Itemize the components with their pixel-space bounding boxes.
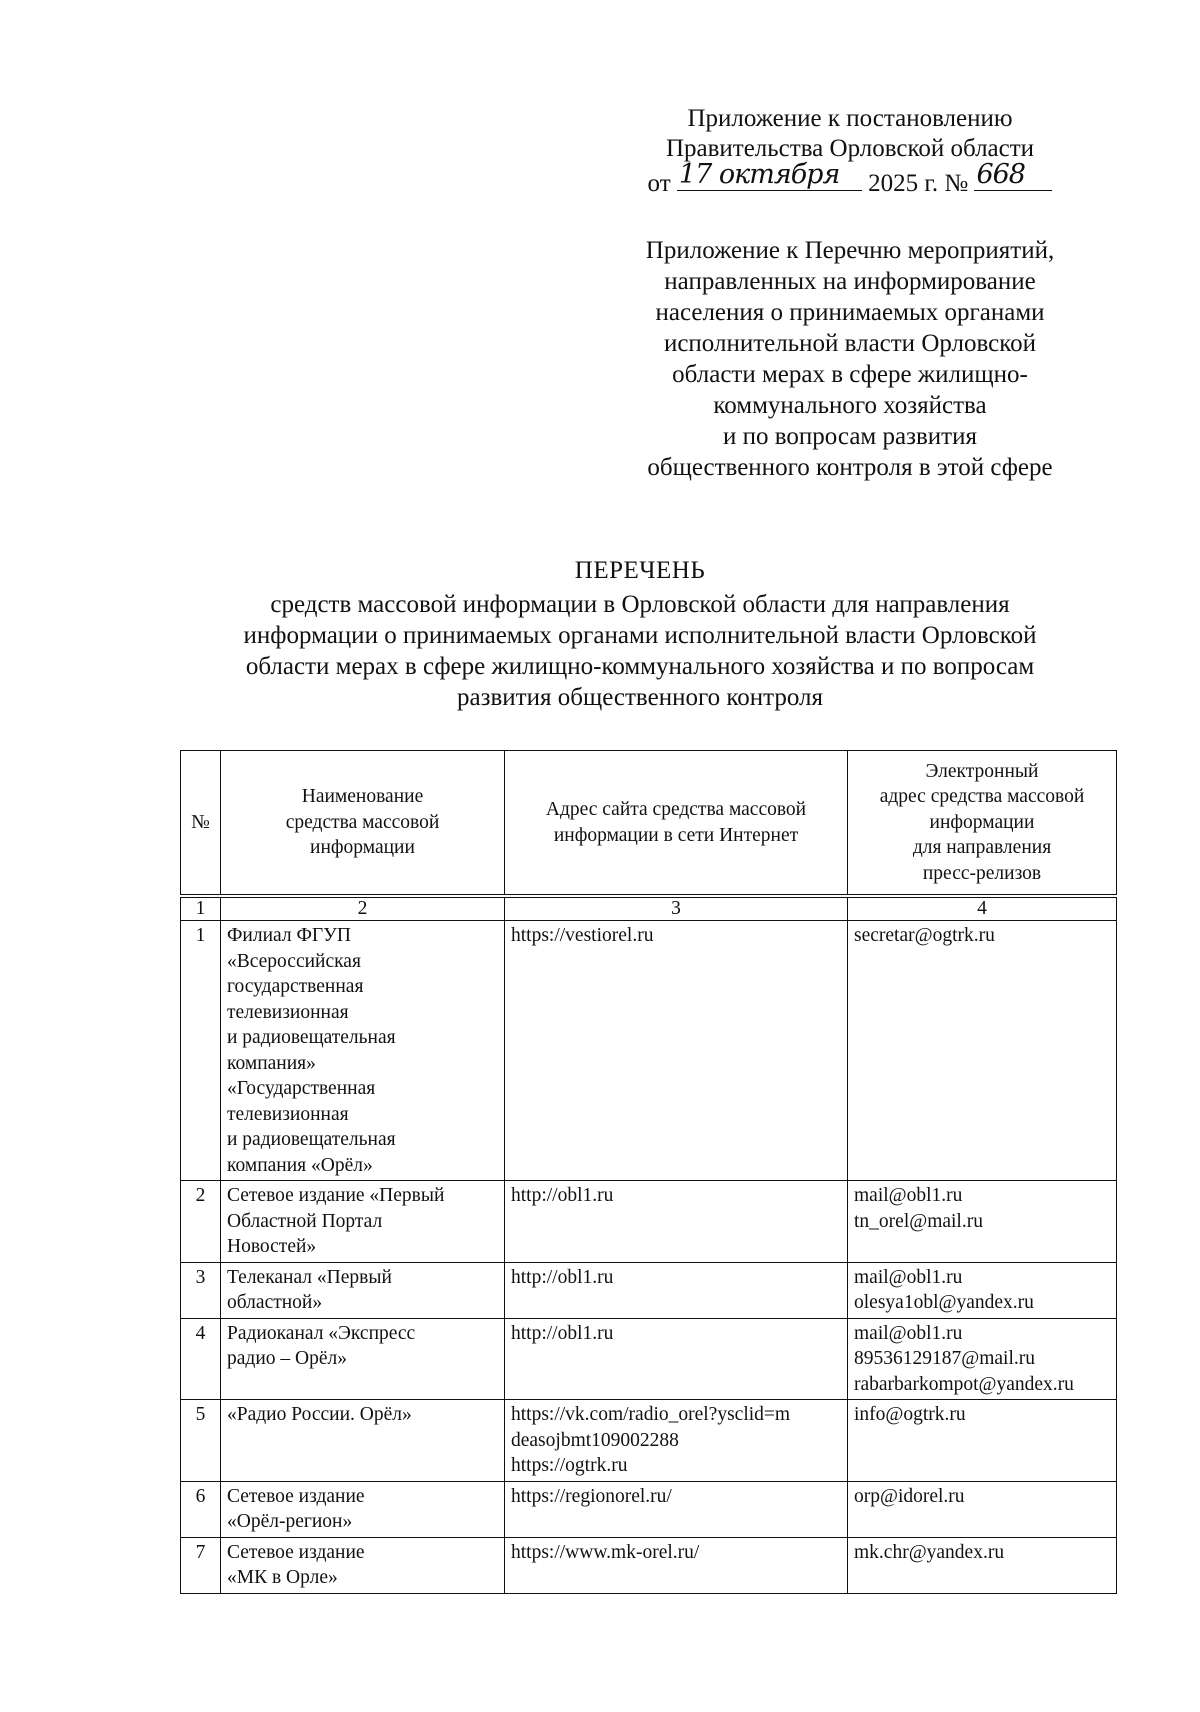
row-num: 1 <box>181 921 221 1181</box>
row-name: Филиал ФГУП «Всероссийская государственная телевизионная и радиовещательная компания» «Государственная телевизионная и радиовещательная компания «Орёл» <box>221 921 505 1181</box>
table-row <box>181 1181 1117 1263</box>
header-name: Наименование средства массовой информации <box>221 751 505 897</box>
annex-line: населения о принимаемых органами <box>655 299 1045 326</box>
colnum: 3 <box>505 896 848 921</box>
row-email: info@ogtrk.ru <box>848 1400 1117 1482</box>
media-table <box>180 750 1117 1594</box>
header-site: Адрес сайта средства массовой информации в сети Интернет <box>505 751 848 897</box>
colnum: 1 <box>181 896 221 921</box>
table-row <box>181 1481 1117 1537</box>
annex-line: исполнительной власти Орловской <box>663 330 1037 357</box>
row-name: Сетевое издание «МК в Орле» <box>221 1537 505 1593</box>
table-row <box>181 1400 1117 1482</box>
number-field <box>974 159 1052 191</box>
row-site: http://obl1.ru <box>505 1262 848 1318</box>
annex-line: коммунального хозяйства <box>713 392 987 419</box>
annex-block <box>600 235 1100 483</box>
header-num: № <box>181 751 221 897</box>
row-name: Телеканал «Первый областной» <box>221 1262 505 1318</box>
row-email: mail@obl1.ru 89536129187@mail.ru rabarbarkompot@yandex.ru <box>848 1318 1117 1400</box>
row-site: https://vestiorel.ru <box>505 921 848 1181</box>
row-num: 6 <box>181 1481 221 1537</box>
row-email: orp@idorel.ru <box>848 1481 1117 1537</box>
title-line: области мерах в сфере жилищно-коммунального хозяйства и по вопросам <box>245 653 1035 680</box>
handwritten-date: 17 октября <box>678 159 840 190</box>
row-site: https://www.mk-orel.ru/ <box>505 1537 848 1593</box>
row-site: http://obl1.ru <box>505 1318 848 1400</box>
title-line: средств массовой информации в Орловской области для направления <box>270 591 1010 618</box>
row-num: 3 <box>181 1262 221 1318</box>
row-email: secretar@ogtrk.ru <box>848 921 1117 1181</box>
row-site: https://regionorel.ru/ <box>505 1481 848 1537</box>
annex-line: области мерах в сфере жилищно- <box>672 361 1028 388</box>
annex-line: общественного контроля в этой сфере <box>647 454 1053 481</box>
title-line: развития общественного контроля <box>457 684 823 711</box>
colnum: 2 <box>221 896 505 921</box>
row-name: Сетевое издание «Первый Областной Портал Новостей» <box>221 1181 505 1263</box>
table-row <box>181 1537 1117 1593</box>
approval-date-line <box>600 159 1100 199</box>
row-email: mk.chr@yandex.ru <box>848 1537 1117 1593</box>
row-name: Сетевое издание «Орёл-регион» <box>221 1481 505 1537</box>
row-email: mail@obl1.ru tn_orel@mail.ru <box>848 1181 1117 1263</box>
table-row <box>181 1262 1117 1318</box>
annex-line: и по вопросам развития <box>723 423 977 450</box>
table-header-row <box>181 751 1117 897</box>
approval-block <box>600 104 1100 199</box>
annex-line: Приложение к Перечню мероприятий, <box>645 237 1055 264</box>
row-num: 2 <box>181 1181 221 1263</box>
row-name: Радиоканал «Экспресс радио – Орёл» <box>221 1318 505 1400</box>
year-text: 2025 г. № <box>868 170 969 197</box>
title-line: информации о принимаемых органами исполнительной власти Орловской <box>243 622 1037 649</box>
handwritten-number: 668 <box>976 159 1025 190</box>
document-title <box>160 555 1120 713</box>
approval-line-1: Приложение к постановлению <box>687 105 1013 132</box>
table-row <box>181 1318 1117 1400</box>
column-number-row <box>181 896 1117 921</box>
date-prefix: от <box>647 170 671 197</box>
annex-line: направленных на информирование <box>664 268 1036 295</box>
header-email: Электронный адрес средства массовой информации для направления пресс-релизов <box>848 751 1117 897</box>
row-email: mail@obl1.ru olesya1obl@yandex.ru <box>848 1262 1117 1318</box>
approval-line-2: Правительства Орловской области <box>665 135 1035 162</box>
row-site: https://vk.com/radio_orel?ysclid=m deasojbmt109002288 https://ogtrk.ru <box>505 1400 848 1482</box>
row-num: 7 <box>181 1537 221 1593</box>
row-num: 5 <box>181 1400 221 1482</box>
row-name: «Радио России. Орёл» <box>221 1400 505 1482</box>
table-row <box>181 921 1117 1181</box>
date-field <box>677 159 862 191</box>
row-site: http://obl1.ru <box>505 1181 848 1263</box>
colnum: 4 <box>848 896 1117 921</box>
title-heading: ПЕРЕЧЕНЬ <box>574 557 706 584</box>
row-num: 4 <box>181 1318 221 1400</box>
